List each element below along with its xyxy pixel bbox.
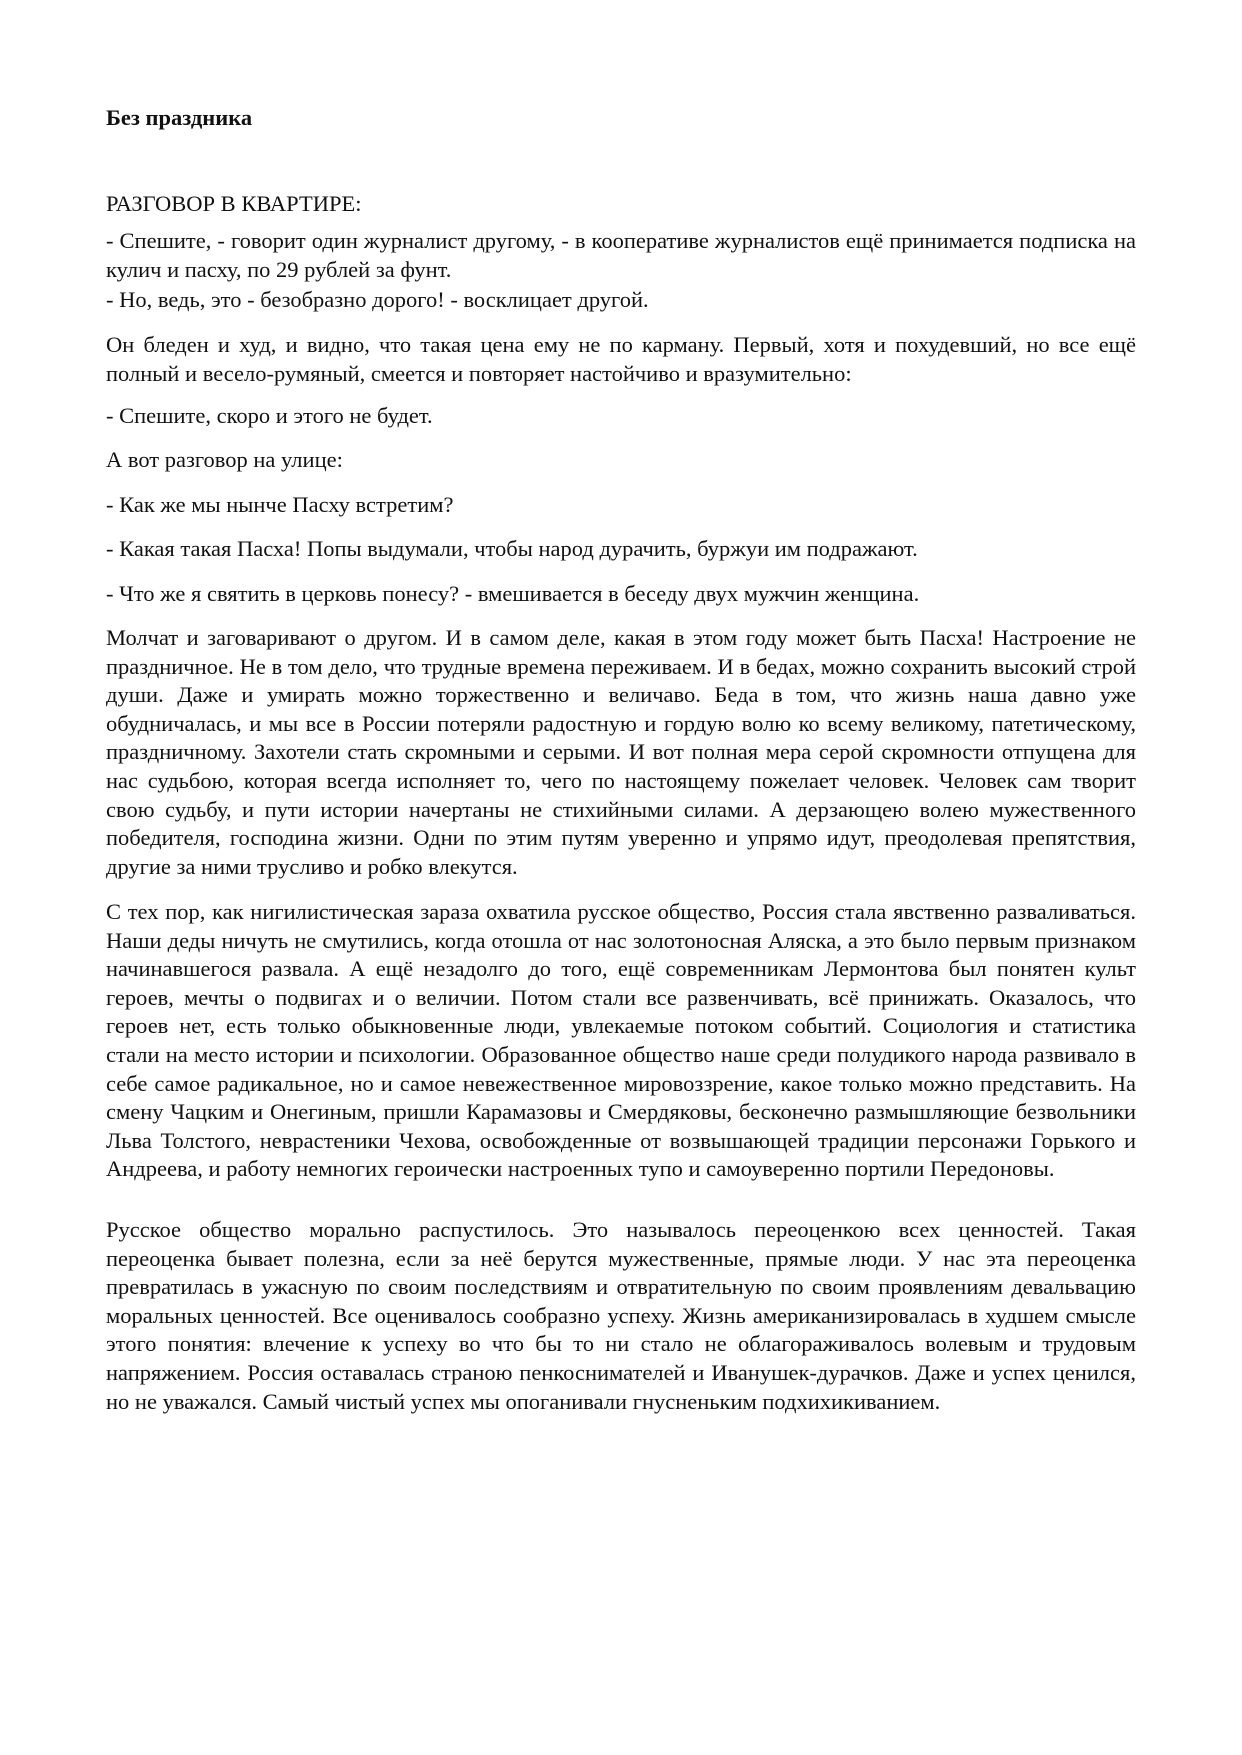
paragraph-10: С тех пор, как нигилистическая зараза охватила русское общество, Россия стала явственно разваливаться. Наши деды ничуть не смутились, когда отошла от нас золотоносная Аляска, а это было первым признаком начинавшегося развала. А ещё незадолго до того, ещё современникам Лермонтова был понятен культ героев, мечты о подвигах и о величии. Потом стали все развенчивать, всё принижать. Оказалось, что героев нет, есть только обыкновенные люди, увлекаемые потоком событий. Социология и статистика стали на место истории и психологии. Образованное общество наше среди полудикого народа развивало в себе самое радикальное, но и самое невежественное мировоззрение, какое только можно представить. На смену Чацким и Онегиным, пришли Карамазовы и Смердяковы, бесконечно размышляющие безвольники Льва Толстого, неврастеники Чехова, освобожденные от возвышающей традиции персонажи Горького и Андреева, и работу немногих героически настроенных тупо и самоуверенно портили Передоновы. xyxy=(106,899,1136,1182)
paragraph-4: - Спешите, скоро и этого не будет. xyxy=(106,403,433,428)
paragraph-5: А вот разговор на улице: xyxy=(106,447,343,472)
paragraph-9: Молчат и заговаривают о другом. И в самом деле, какая в этом году может быть Пасха! Настроение не праздничное. Не в том дело, что трудные времена переживаем. И в бедах, можно сохранить высокий строй души. Даже и умирать можно торжественно и величаво. Беда в том, что жизнь наша давно уже обудничалась, и мы все в России потеряли радостную и гордую волю ко всему великому, патетическому, праздничному. Захотели стать скромными и серыми. И вот полная мера серой скромности отпущена для нас судьбою, которая всегда исполняет то, чего по настоящему пожелает человек. Человек сам творит свою судьбу, и пути истории начертаны не стихийными силами. А дерзающею волею мужественного победителя, господина жизни. Одни по этим путям уверенно и упрямо идут, преодолевая препятствия, другие за ними трусливо и робко влекутся. xyxy=(106,625,1136,879)
document-title: Без праздника xyxy=(106,105,253,130)
paragraph-7: - Какая такая Пасха! Попы выдумали, чтобы народ дурачить, буржуи им подражают. xyxy=(106,536,918,561)
paragraph-11: Русское общество морально распустилось. Это называлось переоценкою всех ценностей. Такая переоценка бывает полезна, если за неё берутся мужественные, прямые люди. У нас эта переоценка превратилась в ужасную по своим последствиям и отвратительную по своим проявлениям девальвацию моральных ценностей. Все оценивалось сообразно успеху. Жизнь американизировалась в худшем смысле этого понятия: влечение к успеху во что бы то ни стало не облагораживалось волевым и трудовым напряжением. Россия оставалась страною пенкоснимателей и Иванушек-дурачков. Даже и успех ценился, но не уважался. Самый чистый успех мы опоганивали гнусненьким подхихикиванием. xyxy=(106,1217,1136,1414)
paragraph-1: - Спешите, - говорит один журналист другому, - в кооперативе журналистов ещё принимается подписка на кулич и пасху, по 29 рублей за фунт. xyxy=(106,228,1136,282)
paragraph-8: - Что же я святить в церковь понесу? - вмешивается в беседу двух мужчин женщина. xyxy=(106,581,920,606)
paragraph-2: - Но, ведь, это - безобразно дорого! - восклицает другой. xyxy=(106,287,649,312)
paragraph-6: - Как же мы нынче Пасху встретим? xyxy=(106,492,454,517)
paragraph-3: Он бледен и худ, и видно, что такая цена ему не по карману. Первый, хотя и похудевший, но все ещё полный и весело-румяный, смеется и повторяет настойчиво и вразумительно: xyxy=(106,332,1136,386)
section-heading: РАЗГОВОР В КВАРТИРЕ: xyxy=(106,191,362,216)
